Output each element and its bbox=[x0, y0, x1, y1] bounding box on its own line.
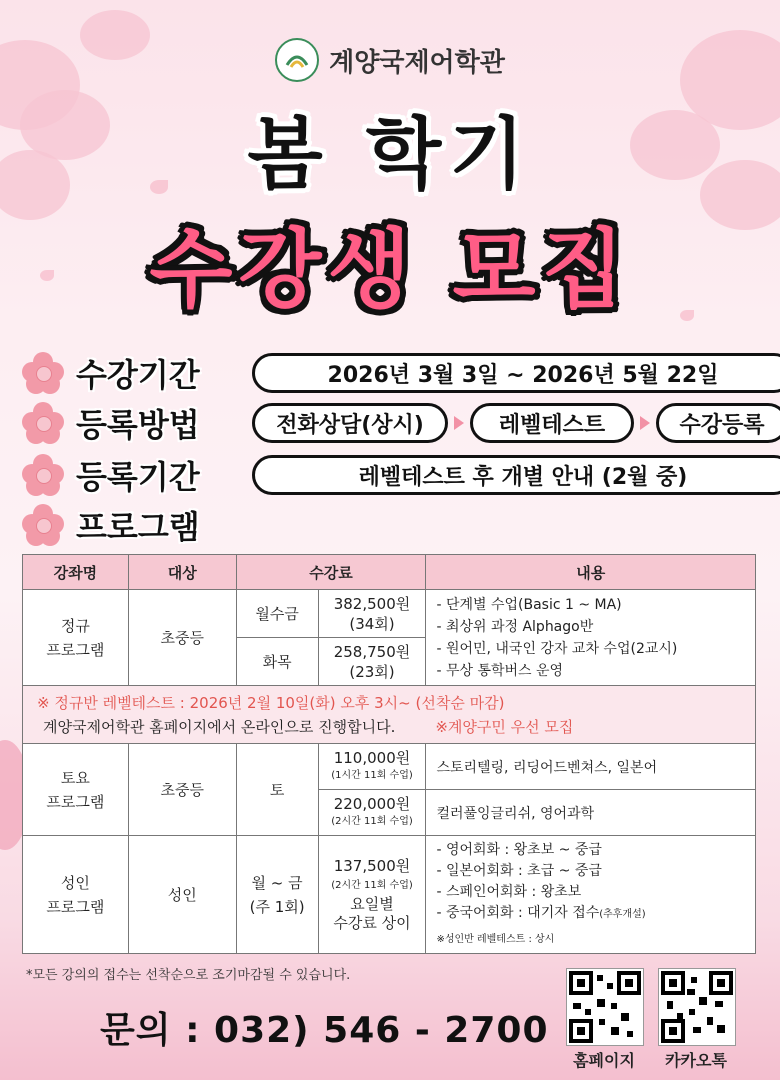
notice-line-1: ※ 정규반 레벨테스트 : 2026년 2월 10일(화) 오후 3시~ (선착순 마감) bbox=[37, 693, 505, 712]
regular-program-name: 정규 프로그램 bbox=[23, 590, 129, 686]
flower-icon bbox=[22, 454, 64, 496]
regular-fee-1 bbox=[318, 590, 426, 638]
table-header-row bbox=[23, 555, 756, 590]
homepage-qr-code[interactable] bbox=[566, 968, 644, 1046]
fee-amount: 258,750원 bbox=[333, 642, 411, 661]
content-item: - 원어민, 내국인 강자 교차 수업(2교시) bbox=[436, 640, 678, 657]
saturday-content-2: 컬러풀잉글리쉬, 영어과학 bbox=[426, 790, 756, 836]
method-step-1: 전화상담(상시) bbox=[252, 403, 448, 443]
adult-fee bbox=[318, 836, 426, 954]
adult-test-note: ※성인반 레벨테스트 : 상시 bbox=[436, 933, 555, 945]
content-item: - 일본어회화 : 초급 ~ 중급 bbox=[436, 862, 602, 879]
homepage-qr-label: 홈페이지 bbox=[573, 1051, 635, 1070]
saturday-content-1: 스토리텔링, 리딩어드벤쳐스, 일본어 bbox=[426, 744, 756, 790]
fee-detail: (2시간 11회 수업) bbox=[331, 879, 413, 891]
registration-value: 레벨테스트 후 개별 안내 (2월 중) bbox=[252, 455, 780, 495]
content-item: - 단계별 수업(Basic 1 ~ MA) bbox=[436, 596, 622, 613]
fee-amount: 220,000원 bbox=[333, 794, 411, 813]
adult-days: 월 ~ 금 (주 1회) bbox=[236, 836, 318, 954]
method-label: 등록방법 bbox=[76, 406, 200, 444]
regular-target: 초중등 bbox=[128, 590, 236, 686]
content-item: - 영어회화 : 왕초보 ~ 중급 bbox=[436, 841, 602, 858]
flower-icon bbox=[22, 402, 64, 444]
period-value: 2026년 3월 3일 ~ 2026년 5월 22일 bbox=[252, 353, 780, 393]
header-target: 대상 bbox=[128, 555, 236, 590]
logo-row bbox=[0, 38, 780, 82]
content-suffix: (추후개설) bbox=[599, 908, 646, 920]
header-course: 강좌명 bbox=[23, 555, 129, 590]
notice-line-2: 계양국제어학관 홈페이지에서 온라인으로 진행합니다. bbox=[43, 717, 396, 736]
footer-note: *모든 강의의 접수는 선착순으로 조기마감될 수 있습니다. bbox=[26, 968, 351, 983]
title-spring-semester: 봄 학기 bbox=[247, 110, 533, 200]
adult-target: 성인 bbox=[128, 836, 236, 954]
fee-sessions: (23회) bbox=[349, 662, 395, 681]
table-row bbox=[23, 744, 756, 790]
arrow-right-icon bbox=[454, 416, 464, 430]
saturday-fee-2 bbox=[318, 790, 426, 836]
fee-detail: (1시간 11회 수업) bbox=[331, 769, 413, 781]
content-item: - 무상 통학버스 운영 bbox=[436, 662, 564, 679]
method-step-3: 수강등록 bbox=[656, 403, 780, 443]
kakaotalk-qr-label: 카카오톡 bbox=[665, 1051, 727, 1070]
header-content: 내용 bbox=[426, 555, 756, 590]
program-table bbox=[22, 554, 756, 954]
regular-fee-2 bbox=[318, 638, 426, 686]
method-step-2: 레벨테스트 bbox=[470, 403, 634, 443]
saturday-target: 초중등 bbox=[128, 744, 236, 836]
fee-amount: 137,500원 bbox=[333, 856, 411, 875]
content-item: - 스페인어회화 : 왕초보 bbox=[436, 883, 582, 900]
header-fee: 수강료 bbox=[236, 555, 426, 590]
flower-icon bbox=[22, 352, 64, 394]
contact-phone: 문의 : 032) 546 - 2700 bbox=[100, 1010, 549, 1051]
school-name: 계양국제어학관 bbox=[329, 47, 505, 78]
regular-days-1: 월수금 bbox=[236, 590, 318, 638]
level-test-notice bbox=[23, 686, 756, 744]
fee-detail: (2시간 11회 수업) bbox=[331, 815, 413, 827]
registration-label: 등록기간 bbox=[76, 458, 200, 496]
table-row bbox=[23, 590, 756, 638]
adult-program-name: 성인 프로그램 bbox=[23, 836, 129, 954]
program-label: 프로그램 bbox=[76, 508, 200, 546]
period-label: 수강기간 bbox=[76, 356, 200, 394]
adult-contents bbox=[426, 836, 756, 954]
flower-icon bbox=[22, 504, 64, 546]
method-row bbox=[22, 400, 780, 446]
program-row bbox=[22, 502, 226, 548]
fee-amount: 110,000원 bbox=[333, 748, 411, 767]
title-recruitment: 수강생 모집 bbox=[149, 220, 631, 320]
notice-row bbox=[23, 686, 756, 744]
saturday-days: 토 bbox=[236, 744, 318, 836]
registration-row bbox=[22, 452, 780, 498]
content-item: - 최상위 과정 Alphago반 bbox=[436, 618, 594, 635]
content-item: - 중국어회화 : 대기자 접수 bbox=[436, 904, 600, 921]
saturday-program-name: 토요 프로그램 bbox=[23, 744, 129, 836]
arrow-right-icon bbox=[640, 416, 650, 430]
table-row bbox=[23, 836, 756, 954]
fee-amount: 382,500원 bbox=[333, 594, 411, 613]
fee-note: 요일별 수강료 상이 bbox=[333, 894, 411, 932]
period-row bbox=[22, 350, 780, 396]
notice-priority: ※계양구민 우선 모집 bbox=[435, 717, 574, 736]
regular-contents bbox=[426, 590, 756, 686]
fee-sessions: (34회) bbox=[349, 614, 395, 633]
regular-days-2: 화목 bbox=[236, 638, 318, 686]
saturday-fee-1 bbox=[318, 744, 426, 790]
school-logo-icon bbox=[275, 38, 319, 82]
kakaotalk-qr-code[interactable] bbox=[658, 968, 736, 1046]
